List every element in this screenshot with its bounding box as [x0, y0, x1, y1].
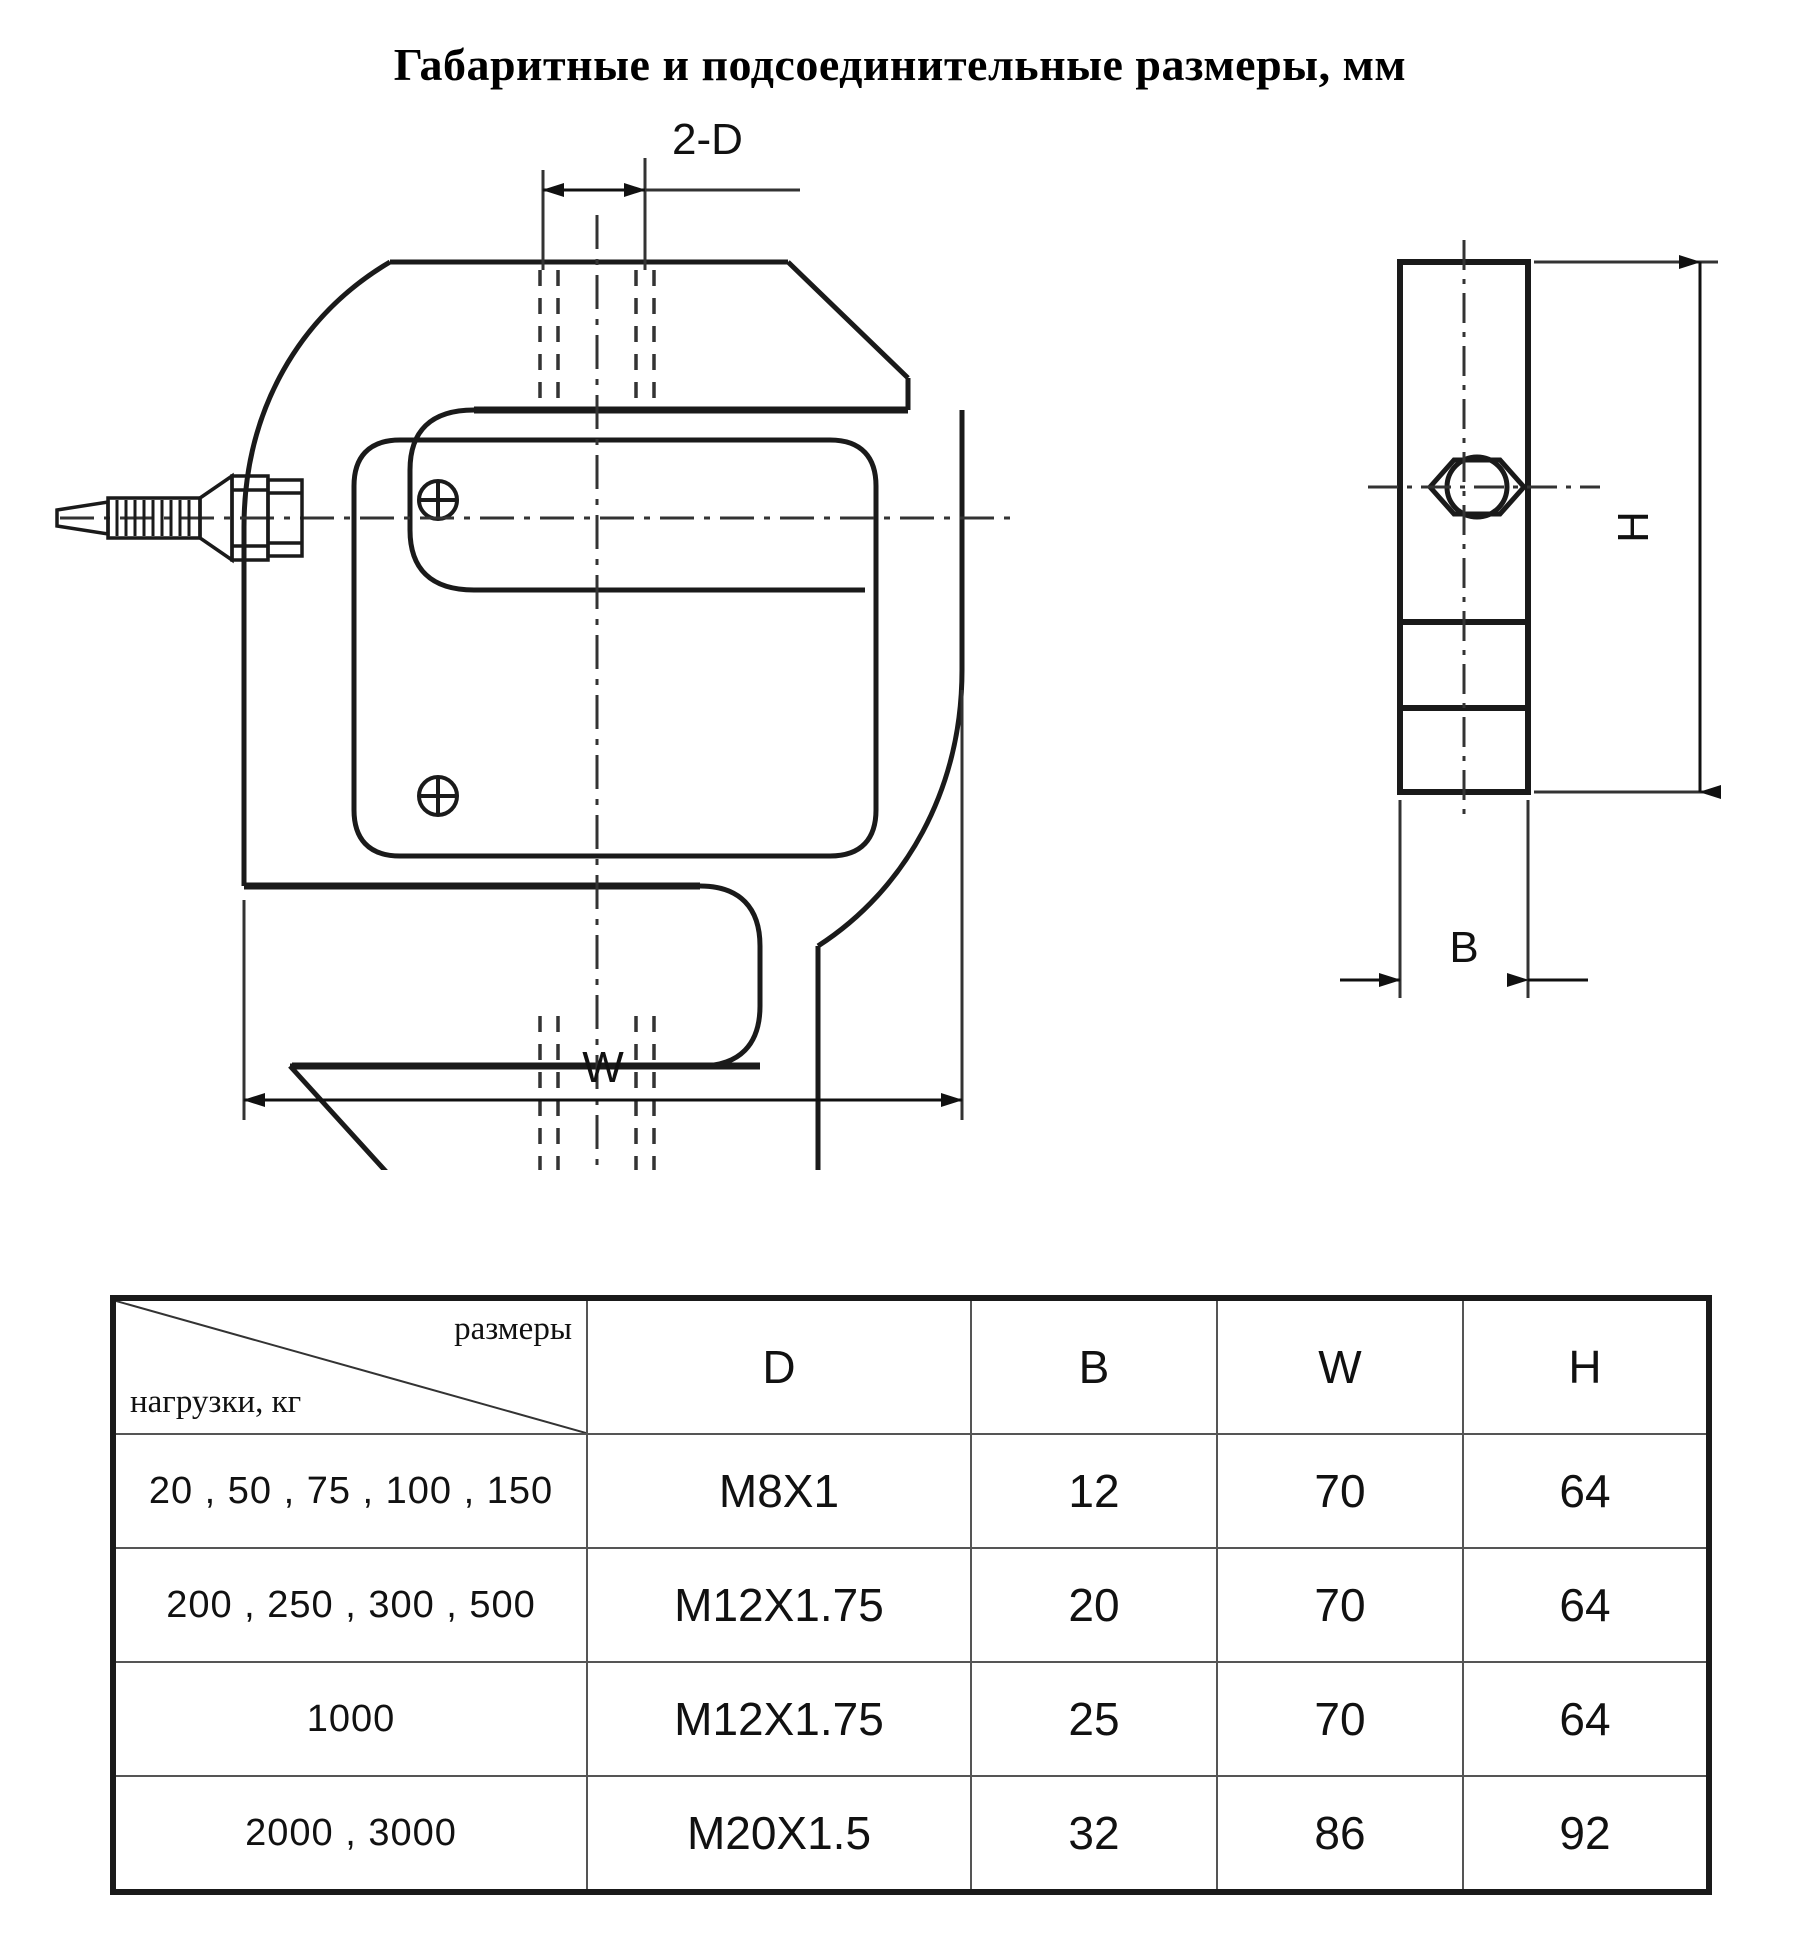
column-header-b: B [971, 1298, 1217, 1434]
cell-load: 2000 , 3000 [113, 1776, 587, 1892]
cell-w: 70 [1217, 1662, 1463, 1776]
table-row [113, 1434, 1709, 1548]
cell-load: 1000 [113, 1662, 587, 1776]
hole-callout-dimension [543, 115, 800, 270]
outline-top-right-chamfer [788, 262, 908, 378]
cell-d: M20X1.5 [587, 1776, 971, 1892]
outline-top-left-radius [244, 262, 390, 527]
cell-w: 86 [1217, 1776, 1463, 1892]
page-title: Габаритные и подсоединительные размеры, мм [393, 39, 1407, 90]
cell-h: 64 [1463, 1662, 1709, 1776]
cell-d: M8X1 [587, 1434, 971, 1548]
cell-b: 12 [971, 1434, 1217, 1548]
cell-d: M12X1.75 [587, 1662, 971, 1776]
height-dimension-label: H [1609, 511, 1658, 543]
dimension-table [110, 1295, 1712, 1895]
column-header-w: W [1217, 1298, 1463, 1434]
cell-w: 70 [1217, 1434, 1463, 1548]
outline-bottom-right-radius [818, 670, 962, 946]
cell-d: M12X1.75 [587, 1548, 971, 1662]
cell-w: 70 [1217, 1548, 1463, 1662]
dimension-drawing [0, 110, 1800, 1170]
thickness-dimension [1340, 800, 1588, 998]
fixing-screw-marks [419, 481, 457, 815]
cell-b: 25 [971, 1662, 1217, 1776]
table-row [113, 1776, 1709, 1892]
dimension-table-container [110, 1295, 1706, 1895]
corner-header-dimensions-label: размеры [454, 1311, 572, 1347]
table-header-row [113, 1298, 1709, 1434]
table-corner-header [113, 1298, 587, 1434]
outline-bottom-left-chamfer [290, 1066, 390, 1170]
cell-b: 32 [971, 1776, 1217, 1892]
width-dimension-label: W [582, 1043, 624, 1092]
cell-h: 64 [1463, 1434, 1709, 1548]
lower-slot-round-end [700, 886, 760, 1066]
cell-load: 20 , 50 , 75 , 100 , 150 [113, 1434, 587, 1548]
table-row [113, 1548, 1709, 1662]
column-header-h: H [1463, 1298, 1709, 1434]
table-row [113, 1662, 1709, 1776]
cell-h: 92 [1463, 1776, 1709, 1892]
thickness-dimension-label: B [1449, 923, 1479, 972]
cell-h: 64 [1463, 1548, 1709, 1662]
cell-load: 200 , 250 , 300 , 500 [113, 1548, 587, 1662]
screw-mark-top-icon [419, 481, 457, 519]
hole-callout-label: 2-D [672, 115, 743, 164]
height-dimension [1534, 262, 1718, 792]
column-header-d: D [587, 1298, 971, 1434]
center-body [354, 440, 876, 856]
centre-lines [60, 215, 1010, 1170]
cell-b: 20 [971, 1548, 1217, 1662]
screw-mark-bottom-icon [419, 777, 457, 815]
corner-header-loads-label: нагрузки, кг [130, 1384, 302, 1420]
